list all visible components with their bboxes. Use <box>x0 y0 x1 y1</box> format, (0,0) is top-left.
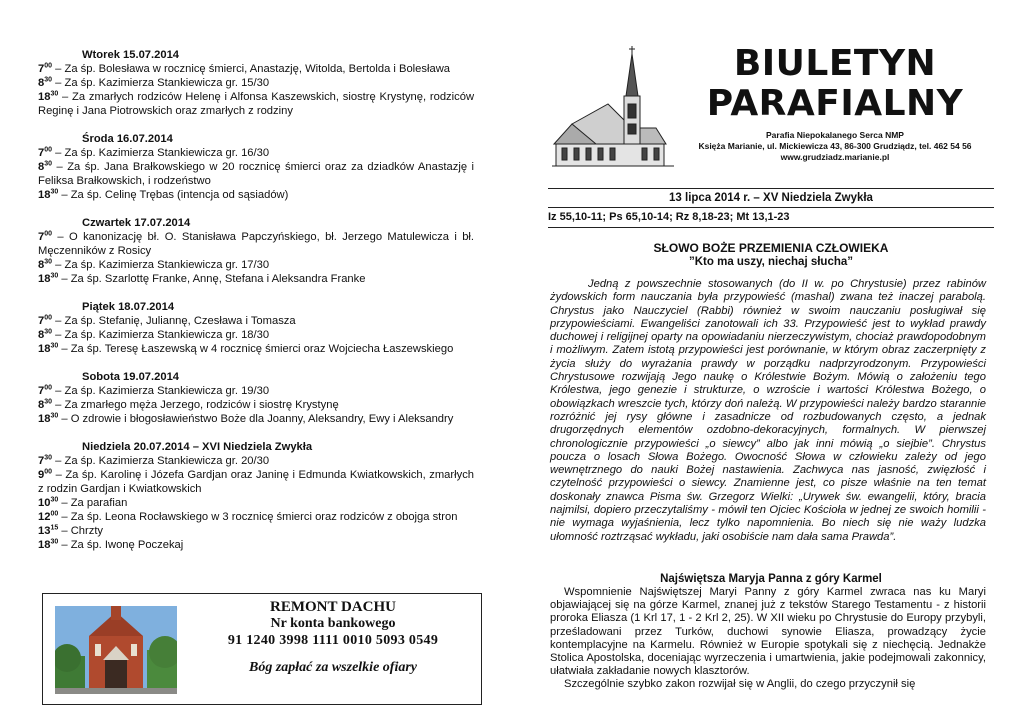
dash: – <box>55 399 62 411</box>
mass-intention <box>38 496 474 510</box>
schedule-day <box>38 440 474 552</box>
mass-intention <box>38 398 474 412</box>
divider <box>548 207 994 208</box>
schedule-day <box>38 216 474 286</box>
mass-hour: 7 <box>38 63 45 75</box>
dash: – <box>61 525 68 537</box>
dash: – <box>56 161 63 173</box>
parish-name: Parafia Niepokalanego Serca NMP <box>766 130 904 140</box>
dash: – <box>61 511 68 523</box>
mass-intention <box>38 524 474 538</box>
mass-minute: 30 <box>50 272 59 280</box>
schedule-day <box>38 370 474 426</box>
mass-intention <box>38 510 474 524</box>
mass-hour: 8 <box>38 259 45 271</box>
mass-hour: 8 <box>38 161 45 173</box>
dash: – <box>55 63 62 75</box>
mass-hour: 12 <box>38 511 51 523</box>
divider <box>548 227 994 228</box>
day-title: Wtorek 15.07.2014 <box>82 49 180 61</box>
mass-minute: 00 <box>44 230 53 238</box>
mass-intention <box>38 258 474 272</box>
mass-minute: 30 <box>50 538 59 546</box>
dash: – <box>61 189 68 201</box>
schedule-day <box>38 300 474 356</box>
dash: – <box>55 315 62 327</box>
section2-paragraph: Wspomnienie Najświętszej Maryi Panny z góry Karmel zwraca nas ku Maryi objawiającej się na górze Karmel, znanej już z tekstów Starego Testamentu - z historii proroka Eliasza (1 Krl 17, 1 - 2 Krl 2, 25). W XII wieku po Chrystusie do Europy przybyli, prześladowani przez Turków, duchowi synowie Eliasza, prowadzący życie kontemplacyjne na Karmelu. Również w Europie spotykali się z niechęcią. Jednakże Stolica Apostolska, doceniając wyrzeczenia i umartwienia, jakie podejmowali zakonnicy, ułatwiała zakładanie nowych klasztorów. <box>550 586 986 678</box>
intention-text: Za śp. Kazimierza Stankiewicza gr. 18/30 <box>64 329 270 341</box>
mass-hour: 8 <box>38 399 45 411</box>
mass-hour: 7 <box>38 315 45 327</box>
mass-minute: 30 <box>44 160 53 168</box>
section2-title: Najświętsza Maryja Panna z góry Karmel <box>660 573 882 585</box>
mass-minute: 30 <box>44 328 53 336</box>
mass-hour: 7 <box>38 231 45 243</box>
intention-text: Za śp. Iwonę Poczekaj <box>70 539 184 551</box>
mass-hour: 18 <box>38 343 51 355</box>
mass-minute: 30 <box>50 342 59 350</box>
mass-minute: 00 <box>44 468 53 476</box>
account-number: 91 1240 3998 1111 0010 5093 0549 <box>227 633 439 648</box>
mass-intention <box>38 384 474 398</box>
dash: – <box>55 329 62 341</box>
mass-minute: 30 <box>50 496 59 504</box>
roof-repair-box <box>42 593 482 705</box>
mass-intention <box>38 272 474 286</box>
dash: – <box>55 77 62 89</box>
day-title: Środa 16.07.2014 <box>82 133 173 145</box>
issue-date: 13 lipca 2014 r. – XV Niedziela Zwykła <box>669 192 873 204</box>
divider <box>548 188 994 189</box>
mass-intention <box>38 454 474 468</box>
mass-intention <box>38 160 474 188</box>
parish-website: www.grudziadz.marianie.pl <box>780 152 890 162</box>
dash: – <box>61 273 68 285</box>
mass-minute: 30 <box>50 90 59 98</box>
mass-minute: 00 <box>44 384 53 392</box>
dash: – <box>55 455 62 467</box>
mass-intention <box>38 146 474 160</box>
readings: Iz 55,10-11; Ps 65,10-14; Rz 8,18-23; Mt 13,1-23 <box>548 211 790 223</box>
section2-body <box>550 586 986 692</box>
mass-hour: 13 <box>38 525 51 537</box>
mass-intention <box>38 412 474 426</box>
intention-text: Za śp. Teresę Łaszewską w 4 rocznicę śmierci oraz Wojciecha Łaszewskiego <box>70 343 454 355</box>
intention-text: Za śp. Szarlottę Franke, Annę, Stefana i Aleksandra Franke <box>70 273 366 285</box>
mass-hour: 18 <box>38 539 51 551</box>
mass-intention <box>38 342 474 356</box>
mass-minute: 30 <box>44 76 53 84</box>
masthead <box>680 44 990 163</box>
article-title: SŁOWO BOŻE PRZEMIENIA CZŁOWIEKA <box>653 241 889 255</box>
mass-hour: 8 <box>38 77 45 89</box>
mass-hour: 18 <box>38 273 51 285</box>
mass-minute: 30 <box>44 454 53 462</box>
church-photo <box>55 606 177 694</box>
intention-text: Za śp. Jana Brałkowskiego w 20 rocznicę śmierci oraz za dziadków Anastazję i Feliksa Brałkowskich, i rodzeństwo <box>38 161 474 187</box>
article-subtitle: ”Kto ma uszy, niechaj słucha” <box>688 256 854 268</box>
parish-address: Księża Marianie, ul. Mickiewicza 43, 86-300 Grudziądz, tel. 462 54 56 <box>698 141 972 151</box>
intention-text: Za śp. Kazimierza Stankiewicza gr. 15/30 <box>64 77 270 89</box>
mass-hour: 9 <box>38 469 45 481</box>
intention-text: Za śp. Leona Rocławskiego w 3 rocznicę śmierci oraz rodziców z obojga stron <box>70 511 458 523</box>
title-line2: PARAFIALNY <box>706 83 964 124</box>
dash: – <box>61 413 68 425</box>
mass-minute: 30 <box>50 412 59 420</box>
intention-text: Za śp. Kazimierza Stankiewicza gr. 19/30 <box>64 385 270 397</box>
article-body: Jedną z powszechnie stosowanych (do II w. po Chrystusie) przez rabinów żydowskich form nauczania była przypowieść (mashal) zwana też inaczej parabolą. Chrystus jako Nauczyciel (Rabbi) również w swoim nauczaniu posługiwał się przypowieściami. Ewangeliści zanotowali ich 33. Przypowieść jest to wykład prawdy duchowej i religijnej oparty na opowiadaniu nierzeczywistym, chociaż prawdopodobnym i możliwym. Zatem istotą przypowieści jest porównanie, w którym obraz zaczerpnięty z życia służy do wyrażania prawdy w porządku nadprzyrodzonym. Przypowieści Chrystusowe rozwijają Jego naukę o Królestwie Bożym. Mówią o założeniu tego Królestwa, jego genezie i strukturze, o wzroście i wartości Królestwa Bożego, o obowiązkach wreszcie tych, którzy doń należą. W przypowieści należy bardzo starannie rozróżnić jej rysy główne i zasadnicze od rozbudowanych często, a jednak drugorzędnych elementów ozdobno-dekoracyjnych, formalnych. W pierwszej chronologicznie przypowieści „o siewcy” albo jak inni mówią „o siejbie”. Chrystus poucza o losach Słowa Bożego. Owocność Słowa w człowieku zależy od jego wewnętrznego do nauki Bożej nastawienia. Zachwyca nas jasność, zwięzłość i czytelność przypowieści o siewcy. Znamienne jest, co pisze właśnie na ten temat doskonały znawca Pisma św. Grzegorz Wielki: „Urywek św. ewangelii, który, bracia najmilsi, dopiero przeczytaliśmy - mówił ten Ojciec Kościoła w jednej ze swoich homilii - nie wymaga wyjaśnienia, lecz tylko napomnienia. Bo niech się nie waży ludzka ułomność roztrząsać wykładu, jaki osobiście nam dała sama Prawda”. <box>550 278 986 543</box>
intention-text: Za śp. Kazimierza Stankiewicza gr. 16/30 <box>64 147 270 159</box>
schedule-day <box>38 132 474 202</box>
mass-hour: 18 <box>38 189 51 201</box>
dash: – <box>57 231 64 243</box>
mass-intention <box>38 62 474 76</box>
mass-intention <box>38 230 474 258</box>
intention-text: Za śp. Kazimierza Stankiewicza gr. 17/30 <box>64 259 270 271</box>
dash: – <box>61 539 68 551</box>
dash: – <box>61 343 68 355</box>
intention-text: Za śp. Stefanię, Juliannę, Czesława i Tomasza <box>64 315 296 327</box>
mass-minute: 00 <box>44 62 53 70</box>
mass-intention <box>38 468 474 496</box>
mass-hour: 10 <box>38 497 51 509</box>
repair-heading: REMONT DACHU <box>270 599 396 615</box>
mass-hour: 7 <box>38 147 45 159</box>
dash: – <box>55 385 62 397</box>
mass-intention <box>38 188 474 202</box>
mass-hour: 7 <box>38 455 45 467</box>
mass-intention <box>38 90 474 118</box>
mass-minute: 30 <box>44 398 53 406</box>
mass-intention <box>38 328 474 342</box>
mass-schedule <box>38 48 474 566</box>
account-label: Nr konta bankowego <box>270 616 396 631</box>
section2-paragraph: Szczególnie szybko zakon rozwijał się w Anglii, do czego przyczynił się <box>564 678 916 691</box>
mass-intention <box>38 538 474 552</box>
day-title: Czwartek 17.07.2014 <box>82 217 191 229</box>
mass-hour: 18 <box>38 91 51 103</box>
day-title: Niedziela 20.07.2014 – XVI Niedziela Zwykła <box>82 441 313 453</box>
intention-text: Chrzty <box>70 525 104 537</box>
mass-hour: 8 <box>38 329 45 341</box>
intention-text: Za zmarłych rodziców Helenę i Alfonsa Kaszewskich, siostrę Krystynę, rodziców Reginę i Jana Piotrowskich oraz zmarłych z rodziny <box>38 91 475 117</box>
dash: – <box>55 469 62 481</box>
day-title: Piątek 18.07.2014 <box>82 301 175 313</box>
mass-minute: 00 <box>44 314 53 322</box>
thanks-text: Bóg zapłać za wszelkie ofiary <box>249 660 417 675</box>
mass-intention <box>38 76 474 90</box>
intention-text: Za zmarłego męża Jerzego, rodziców i siostrę Krystynę <box>64 399 339 411</box>
intention-text: Za śp. Karolinę i Józefa Gardjan oraz Janinę i Edmunda Kwiatkowskich, zmarłych z rodzin Gardjan i Kwiatkowskich <box>38 469 475 495</box>
intention-text: Za śp. Kazimierza Stankiewicza gr. 20/30 <box>64 455 270 467</box>
mass-hour: 7 <box>38 385 45 397</box>
dash: – <box>55 147 62 159</box>
intention-text: Za parafian <box>70 497 128 509</box>
church-drawing <box>552 44 674 170</box>
intention-text: O zdrowie i błogosławieństwo Boże dla Joanny, Aleksandry, Ewy i Aleksandry <box>70 413 454 425</box>
intention-text: Za śp. Celinę Trębas (intencja od sąsiadów) <box>70 189 289 201</box>
day-title: Sobota 19.07.2014 <box>82 371 180 383</box>
mass-minute: 00 <box>44 146 53 154</box>
intention-text: Za śp. Bolesława w rocznicę śmierci, Anastazję, Witolda, Bertolda i Bolesława <box>64 63 450 75</box>
mass-minute: 30 <box>44 258 53 266</box>
intention-text: O kanonizację bł. O. Stanisława Papczyńskiego, bł. Jerzego Matulewicza i bł. Męczenników z Rosicy <box>38 231 475 257</box>
dash: – <box>61 497 68 509</box>
title-line1: BIULETYN <box>733 43 937 84</box>
mass-minute: 00 <box>50 510 59 518</box>
dash: – <box>62 91 69 103</box>
mass-minute: 15 <box>50 524 59 532</box>
schedule-day <box>38 48 474 118</box>
mass-intention <box>38 314 474 328</box>
mass-minute: 30 <box>50 188 59 196</box>
mass-hour: 18 <box>38 413 51 425</box>
dash: – <box>55 259 62 271</box>
